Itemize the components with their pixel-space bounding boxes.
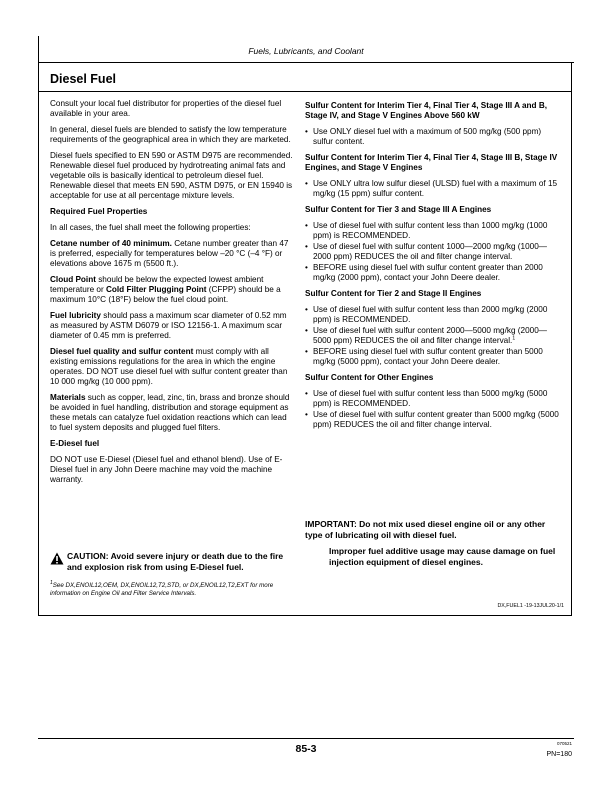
- footnote-mark: 1: [50, 579, 53, 586]
- warning-triangle-icon: [50, 552, 64, 568]
- sulfur-list-4: [305, 305, 563, 367]
- title-divider: [38, 91, 572, 92]
- paragraph: Diesel fuels specified to EN 590 or ASTM D975 are recommended. Renewable diesel fuel produced by hydrotreating animal fats and vegetable oils is basically identical to petroleum diesel fuel. Renewable diesel that meets EN 590, ASTM D975, or EN 15940 is acceptable for use at all percentage mixture levels.: [50, 151, 293, 200]
- sulfur-list-2: [305, 179, 563, 199]
- cetane-term: Cetane number of 40 minimum.: [50, 239, 172, 248]
- footer-rule: [38, 738, 574, 739]
- cloud-point-text: should be below the expected lowest ambient temperature or: [50, 275, 264, 294]
- right-column: [305, 101, 563, 436]
- caution-text: CAUTION: Avoid severe injury or death due to the fire and explosion risk from using E-Diesel fuel.: [67, 551, 284, 572]
- footer-code: 070521: [556, 741, 572, 746]
- lubricity-text: should pass a maximum scar diameter of 0.52 mm as measured by ASTM D6079 or ISO 12156-1. A maximum scar diameter of 0.45 mm is preferred.: [50, 311, 287, 340]
- materials-text: such as copper, lead, zinc, tin, brass and bronze should be avoided in fuel handling, distribution and storage equipment as these metals can catalyze fuel oxidation reactions which can lead to fuel system deposits and plugged fuel filters.: [50, 393, 290, 432]
- cloud-point-term: Cloud Point: [50, 275, 96, 284]
- list-item: • Use of diesel fuel with sulfur content less than 5000 mg/kg (5000 ppm) is RECOMMENDED.: [305, 389, 563, 409]
- quality-paragraph: [50, 347, 294, 387]
- list-item: • BEFORE using diesel fuel with sulfur content greater than 5000 mg/kg (5000 ppm), contact your John Deere dealer.: [305, 347, 563, 367]
- list-item: • Use ONLY diesel fuel with a maximum of 500 mg/kg (500 ppm) sulfur content.: [305, 127, 563, 147]
- list-item: • Use of diesel fuel with sulfur content less than 1000 mg/kg (1000 ppm) is RECOMMENDED.: [305, 221, 563, 241]
- ediesel-heading: E-Diesel fuel: [50, 439, 100, 448]
- footnote: [50, 579, 300, 597]
- sulfur-list-1: [305, 127, 563, 147]
- sulfur-list-3: [305, 221, 563, 283]
- footnote-text: See DX,ENOIL12,OEM, DX,ENOIL12,T2,STD, or DX,ENOIL12,T2,EXT for more information on Engine Oil and Filter Service Intervals.: [50, 582, 274, 597]
- list-item: • Use ONLY ultra low sulfur diesel (ULSD) fuel with a maximum of 15 mg/kg (15 ppm) sulfur content.: [305, 179, 563, 199]
- page-title: Diesel Fuel: [50, 72, 116, 86]
- lubricity-term: Fuel lubricity: [50, 311, 101, 320]
- cfpp-term: Cold Filter Plugging Point: [105, 285, 207, 294]
- sulfur-list-5: [305, 389, 563, 430]
- caution-block: [50, 551, 300, 573]
- cloud-point-text-2: (CFPP) should be a maximum 10°C (18°F) below the fuel cloud point.: [50, 285, 281, 304]
- materials-paragraph: [50, 393, 294, 433]
- running-header: Fuels, Lubricants, and Coolant: [248, 46, 364, 56]
- pn-number: PN=180: [546, 751, 572, 758]
- sulfur-heading-4: Sulfur Content for Tier 2 and Stage II Engines: [305, 289, 482, 298]
- paragraph: In general, diesel fuels are blended to satisfy the low temperature requirements of the geographical area in which they are marketed.: [50, 125, 291, 144]
- sulfur-heading-2: Sulfur Content for Interim Tier 4, Final Tier 4, Stage III B, Stage IV Engines, and Stage V Engines: [305, 153, 558, 172]
- cetane-text: Cetane number greater than 47 is preferred, especially for temperatures below –20 °C (–4 °F) or elevations above 1675 m (5500 ft.).: [50, 239, 289, 268]
- page-number: 85-3: [295, 743, 317, 755]
- document-reference: DX,FUEL1 -19-13JUL20-1/1: [497, 603, 564, 609]
- list-item: • Use of diesel fuel with sulfur content greater than 5000 mg/kg (5000 ppm) REDUCES the oil and filter change interval.: [305, 410, 563, 430]
- important-note: IMPORTANT: Do not mix used diesel engine oil or any other type of lubricating oil with diesel fuel.: [305, 519, 546, 540]
- sulfur-heading-5: Sulfur Content for Other Engines: [305, 373, 434, 382]
- footnote-ref: 1: [512, 335, 516, 342]
- cloud-point-paragraph: [50, 275, 294, 305]
- paragraph: In all cases, the fuel shall meet the following properties:: [50, 223, 251, 232]
- left-column: [50, 99, 294, 491]
- sulfur-heading-3: Sulfur Content for Tier 3 and Stage III A Engines: [305, 205, 492, 214]
- list-item: • BEFORE using diesel fuel with sulfur content greater than 2000 mg/kg (2000 ppm), contact your John Deere dealer.: [305, 263, 563, 283]
- list-item: [305, 326, 563, 346]
- required-properties-heading: Required Fuel Properties: [50, 207, 148, 216]
- quality-text: must comply with all existing emissions regulations for the area in which the engine operates. DO NOT use diesel fuel with sulfur content greater than 10 000 mg/kg (10 000 ppm).: [50, 347, 288, 386]
- important-block: [305, 519, 563, 573]
- materials-term: Materials: [50, 393, 86, 402]
- sulfur-heading-1: Sulfur Content for Interim Tier 4, Final Tier 4, Stage III A and B, Stage IV, and Stage V Engines Above 560 kW: [305, 101, 548, 120]
- list-item: • Use of diesel fuel with sulfur content 1000—2000 mg/kg (1000—2000 ppm) REDUCES the oil and filter change interval.: [305, 242, 563, 262]
- list-item: • Use of diesel fuel with sulfur content less than 2000 mg/kg (2000 ppm) is RECOMMENDED.: [305, 305, 563, 325]
- paragraph: Consult your local fuel distributor for properties of the diesel fuel available in your area.: [50, 99, 282, 118]
- ediesel-paragraph: DO NOT use E-Diesel (Diesel fuel and ethanol blend). Use of E-Diesel fuel in any John Deere machine may void the machine warranty.: [50, 455, 283, 484]
- quality-term: Diesel fuel quality and sulfur content: [50, 347, 194, 356]
- list-item-text: Use of diesel fuel with sulfur content 2000—5000 mg/kg (2000—5000 ppm) REDUCES the oil and filter change interval.: [313, 326, 547, 345]
- cetane-paragraph: [50, 239, 294, 269]
- important-note-2: Improper fuel additive usage may cause damage on fuel injection equipment of diesel engines.: [329, 546, 556, 567]
- lubricity-paragraph: [50, 311, 294, 341]
